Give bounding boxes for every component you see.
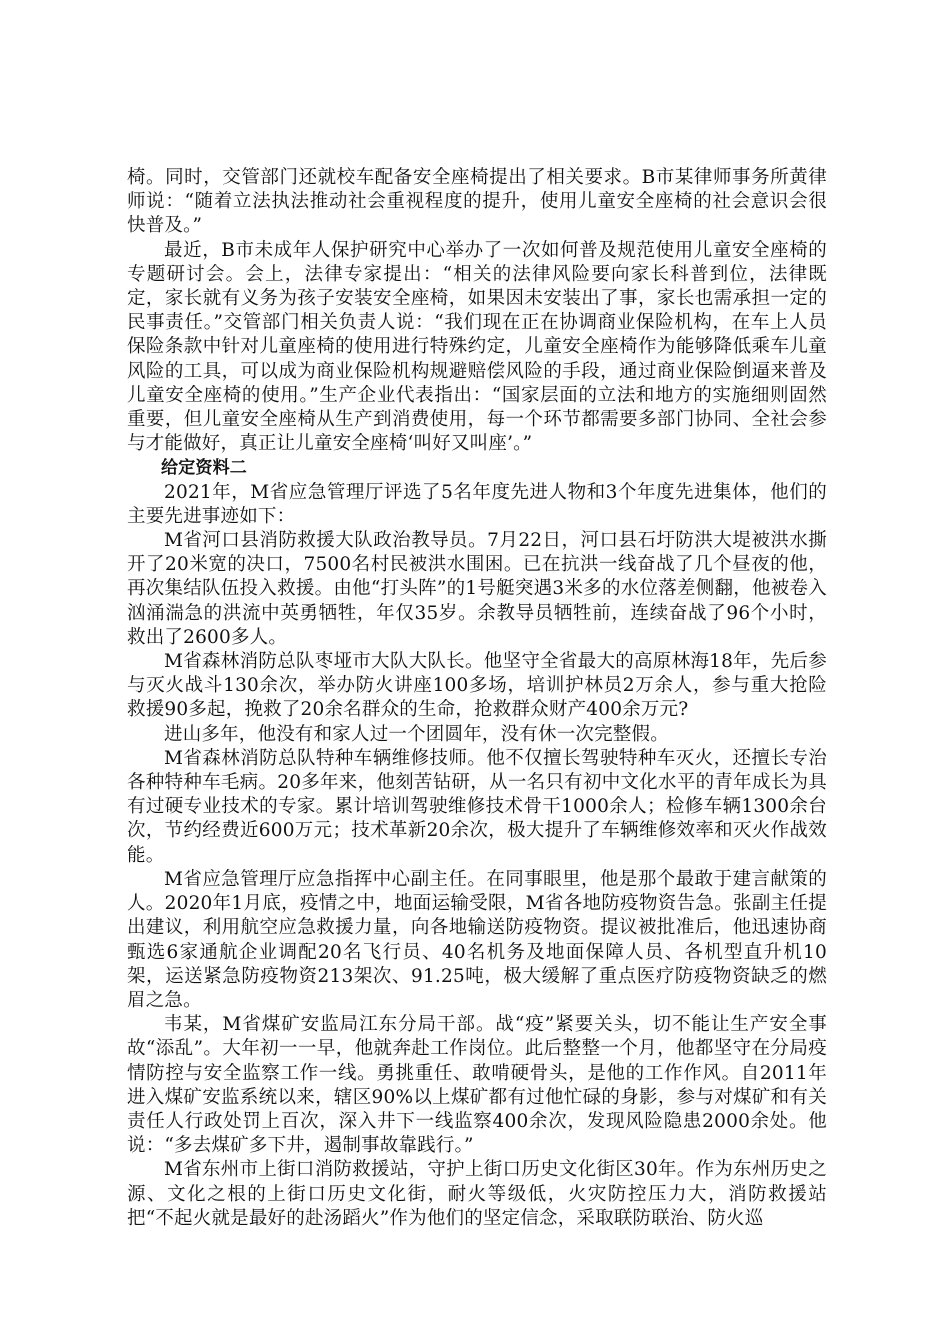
paragraph-fire-station: M省东州市上街口消防救援站，守护上街口历史文化街区30年。作为东州历史之源、文化之根的上街口历史文化街，耐火等级低，火灾防控压力大，消防救援站把“不起火就是最好的赴汤蹈火”作为他们的坚定信念，采取联防联治、防火巡 — [127, 1159, 827, 1229]
section-heading: 给定资料二 — [161, 458, 247, 479]
paragraph-continuation: 椅。同时，交管部门还就校车配备安全座椅提出了相关要求。B市某律师事务所黄律师说：“随着立法执法推动社会重视程度的提升，使用儿童安全座椅的社会意识会很快普及。” — [127, 167, 827, 237]
paragraph-forest-captain: M省森林消防总队枣垭市大队大队长。他坚守全省最大的高原林海18年，先后参与灭火战斗130余次，举办防火讲座100多场，培训护林员2万余人，参与重大抢险救援90多起，挽救了20余名群众的生命，抢救群众财产400余万元? — [127, 651, 827, 721]
document-body — [127, 166, 827, 1231]
paragraph-forest-family: 进山多年，他没有和家人过一个团圆年，没有休一次完整假。 — [164, 723, 669, 745]
paragraph-hekou: M省河口县消防救援大队政治教导员。7月22日，河口县石圩防洪大堤被洪水撕开了20米宽的决口，7500名村民被洪水围困。已在抗洪一线奋战了几个昼夜的他，再次集结队伍投入救援。由他“打头阵”的1号艇突遇3米多的水位落差侧翻，他被卷入汹涌湍急的洪流中英勇牺牲，年仅35岁。余教导员牺牲前，连续奋战了96个小时，救出了2600多人。 — [127, 530, 827, 648]
paragraph-technician: M省森林消防总队特种车辆维修技师。他不仅擅长驾驶特种车灭火，还擅长专治各种特种车毛病。20多年来，他刻苦钻研，从一名只有初中文化水平的青年成长为具有过硬专业技术的专家。累计培训驾驶维修技术骨干1000余人；检修车辆1300余台次，节约经费近600万元；技术革新20余次，极大提升了车辆维修效率和灭火作战效能。 — [127, 747, 827, 866]
paragraph-seminar: 最近，B市未成年人保护研究中心举办了一次如何普及规范使用儿童安全座椅的专题研讨会。会上，法律专家提出：“相关的法律风险要向家长科普到位，法律既定，家长就有义务为孩子安装安全座椅，如果因未安装出了事，家长也需承担一定的民事责任。”交管部门相关负责人说：“我们现在正在协调商业保险机构，在车上人员保险条款中针对儿童座椅的使用进行特殊约定，儿童安全座椅作为能够降低乘车儿童风险的工具，可以成为商业保险机构规避赔偿风险的手段，通过商业保险倒逼来普及儿童安全座椅的使用。”生产企业代表指出：“国家层面的立法和地方的实施细则固然重要，但儿童安全座椅从生产到消费使用，每一个环节都需要多部门协同、全社会参与才能做好，真正让儿童安全座椅‘叫好又叫座’。” — [127, 239, 827, 455]
paragraph-coal-safety: 韦某，M省煤矿安监局江东分局干部。战“疫”紧要关头，切不能让生产安全事故“添乱”。大年初一一早，他就奔赴工作岗位。此后整整一个月，他都坚守在分局疫情防控与安全监察工作一线。勇挑重任、敢啃硬骨头，是他的工作作风。自2011年进入煤矿安监系统以来，辖区90%以上煤矿都有过他忙碌的身影，参与对煤矿和有关责任人行政处罚上百次，深入井下一线监察400余次，发现风险隐患2000余处。他说：“多去煤矿多下井，遏制事故靠践行。” — [127, 1014, 827, 1157]
paragraph-intro: 2021年，M省应急管理厅评选了5名年度先进人物和3个年度先进集体，他们的主要先进事迹如下： — [127, 481, 827, 527]
paragraph-deputy-director: M省应急管理厅应急指挥中心副主任。在同事眼里，他是那个最敢于建言献策的人。2020年1月底，疫情之中，地面运输受限，M省各地防疫物资告急。张副主任提出建议，利用航空应急救援力量，向各地输送防疫物资。提议被批准后，他迅速协商甄选6家通航企业调配20名飞行员、40名机务及地面保障人员、各机型直升机10架，运送紧急防疫物资213架次、91.25吨，极大缓解了重点医疗防疫物资缺乏的燃眉之急。 — [127, 868, 827, 1011]
